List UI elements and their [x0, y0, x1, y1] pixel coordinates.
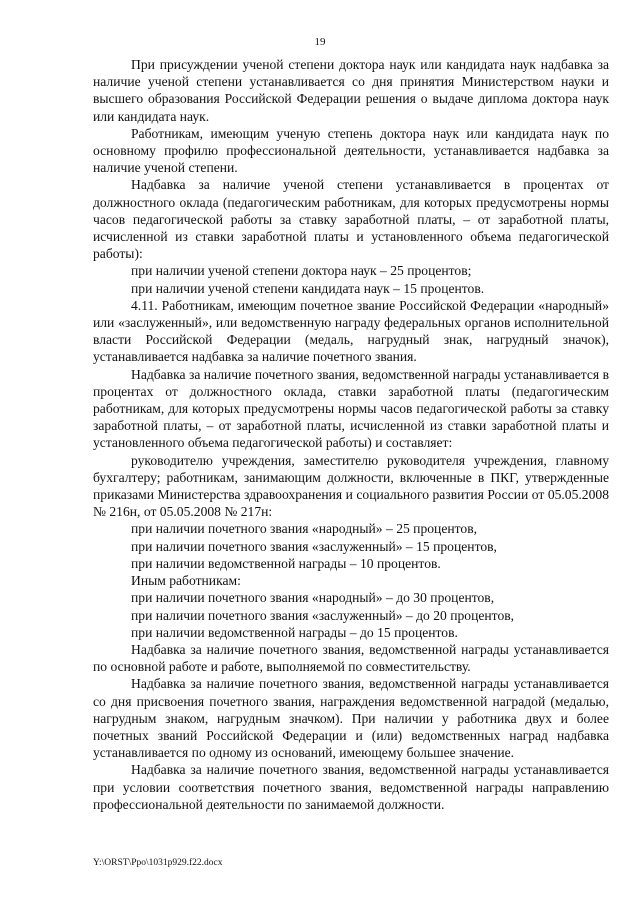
page-number: 19	[314, 36, 326, 48]
document-body	[93, 56, 609, 813]
paragraph: При присуждении ученой степени доктора наук или кандидата наук надбавка за наличие ученой степени устанавливается со дня принятия Министерством науки и высшего образования Российской Федерации решения о выдаче диплома доктора наук или кандидата наук.	[93, 57, 609, 124]
list-item: при наличии ученой степени доктора наук – 25 процентов;	[131, 263, 472, 279]
list-item: при наличии почетного звания «заслуженный» – до 20 процентов,	[131, 607, 515, 623]
list-heading: Иным работникам:	[131, 573, 241, 589]
paragraph: 4.11. Работникам, имеющим почетное звание Российской Федерации «народный» или «заслуженный», или ведомственную награду федеральных органов исполнительной власти Российской Федерации (медаль, нагрудный знак, нагрудный значок), устанавливается надбавка за наличие почетного звания.	[93, 297, 609, 365]
paragraph: Надбавка за наличие почетного звания, ведомственной награды устанавливается по основной работе и работе, выполняемой по совместительству.	[93, 641, 609, 675]
paragraph: Надбавка за наличие почетного звания, ведомственной награды устанавливается в процентах от должностного оклада, ставки заработной платы (педагогическим работникам, для которых предусмотрены нормы часов педагогической работы за ставку заработной платы, – от заработной платы, исчисленной из ставки заработной платы и установленного объема педагогической работы) и составляет:	[93, 366, 609, 451]
list-item: при наличии ученой степени кандидата наук – 15 процентов.	[131, 280, 485, 296]
paragraph: Надбавка за наличие почетного звания, ведомственной награды устанавливается со дня присвоения почетного звания, награждения ведомственной наградой (медалью, нагрудным знаком, нагрудным значком). При наличии у работника двух и более почетных званий Российской Федерации и (или) ведомственных наград надбавка устанавливается по одному из оснований, имеющему большее значение.	[93, 676, 609, 761]
file-path-footer: Y:\ORST\Ppo\1031p929.f22.docx	[93, 858, 223, 868]
paragraph: Надбавка за наличие ученой степени устанавливается в процентах от должностного оклада (педагогическим работникам, для которых предусмотрены нормы часов педагогической работы за ставку заработной платы, – от заработной платы, исчисленной из ставки заработной платы и установленного объема педагогической работы):	[93, 177, 609, 262]
list-item: при наличии почетного звания «народный» – до 30 процентов,	[131, 590, 495, 606]
list-item: при наличии почетного звания «народный» – 25 процентов,	[131, 521, 478, 537]
list-item: при наличии ведомственной награды – до 15 процентов.	[131, 624, 458, 640]
paragraph: руководителю учреждения, заместителю руководителя учреждения, главному бухгалтеру; работникам, занимающим должности, включенные в ПКГ, утвержденные приказами Министерства здравоохранения и социального развития России от 05.05.2008 № 216н, от 05.05.2008 № 217н:	[93, 452, 609, 520]
paragraph: Работникам, имеющим ученую степень доктора наук или кандидата наук по основному профилю профессиональной деятельности, устанавливается надбавка за наличие ученой степени.	[93, 125, 609, 176]
paragraph: Надбавка за наличие почетного звания, ведомственной награды устанавливается при условии соответствия почетного звания, ведомственной награды направлению профессиональной деятельности по занимаемой должности.	[93, 762, 609, 812]
list-item: при наличии ведомственной награды – 10 процентов.	[131, 555, 441, 571]
list-item: при наличии почетного звания «заслуженный» – 15 процентов,	[131, 538, 497, 554]
